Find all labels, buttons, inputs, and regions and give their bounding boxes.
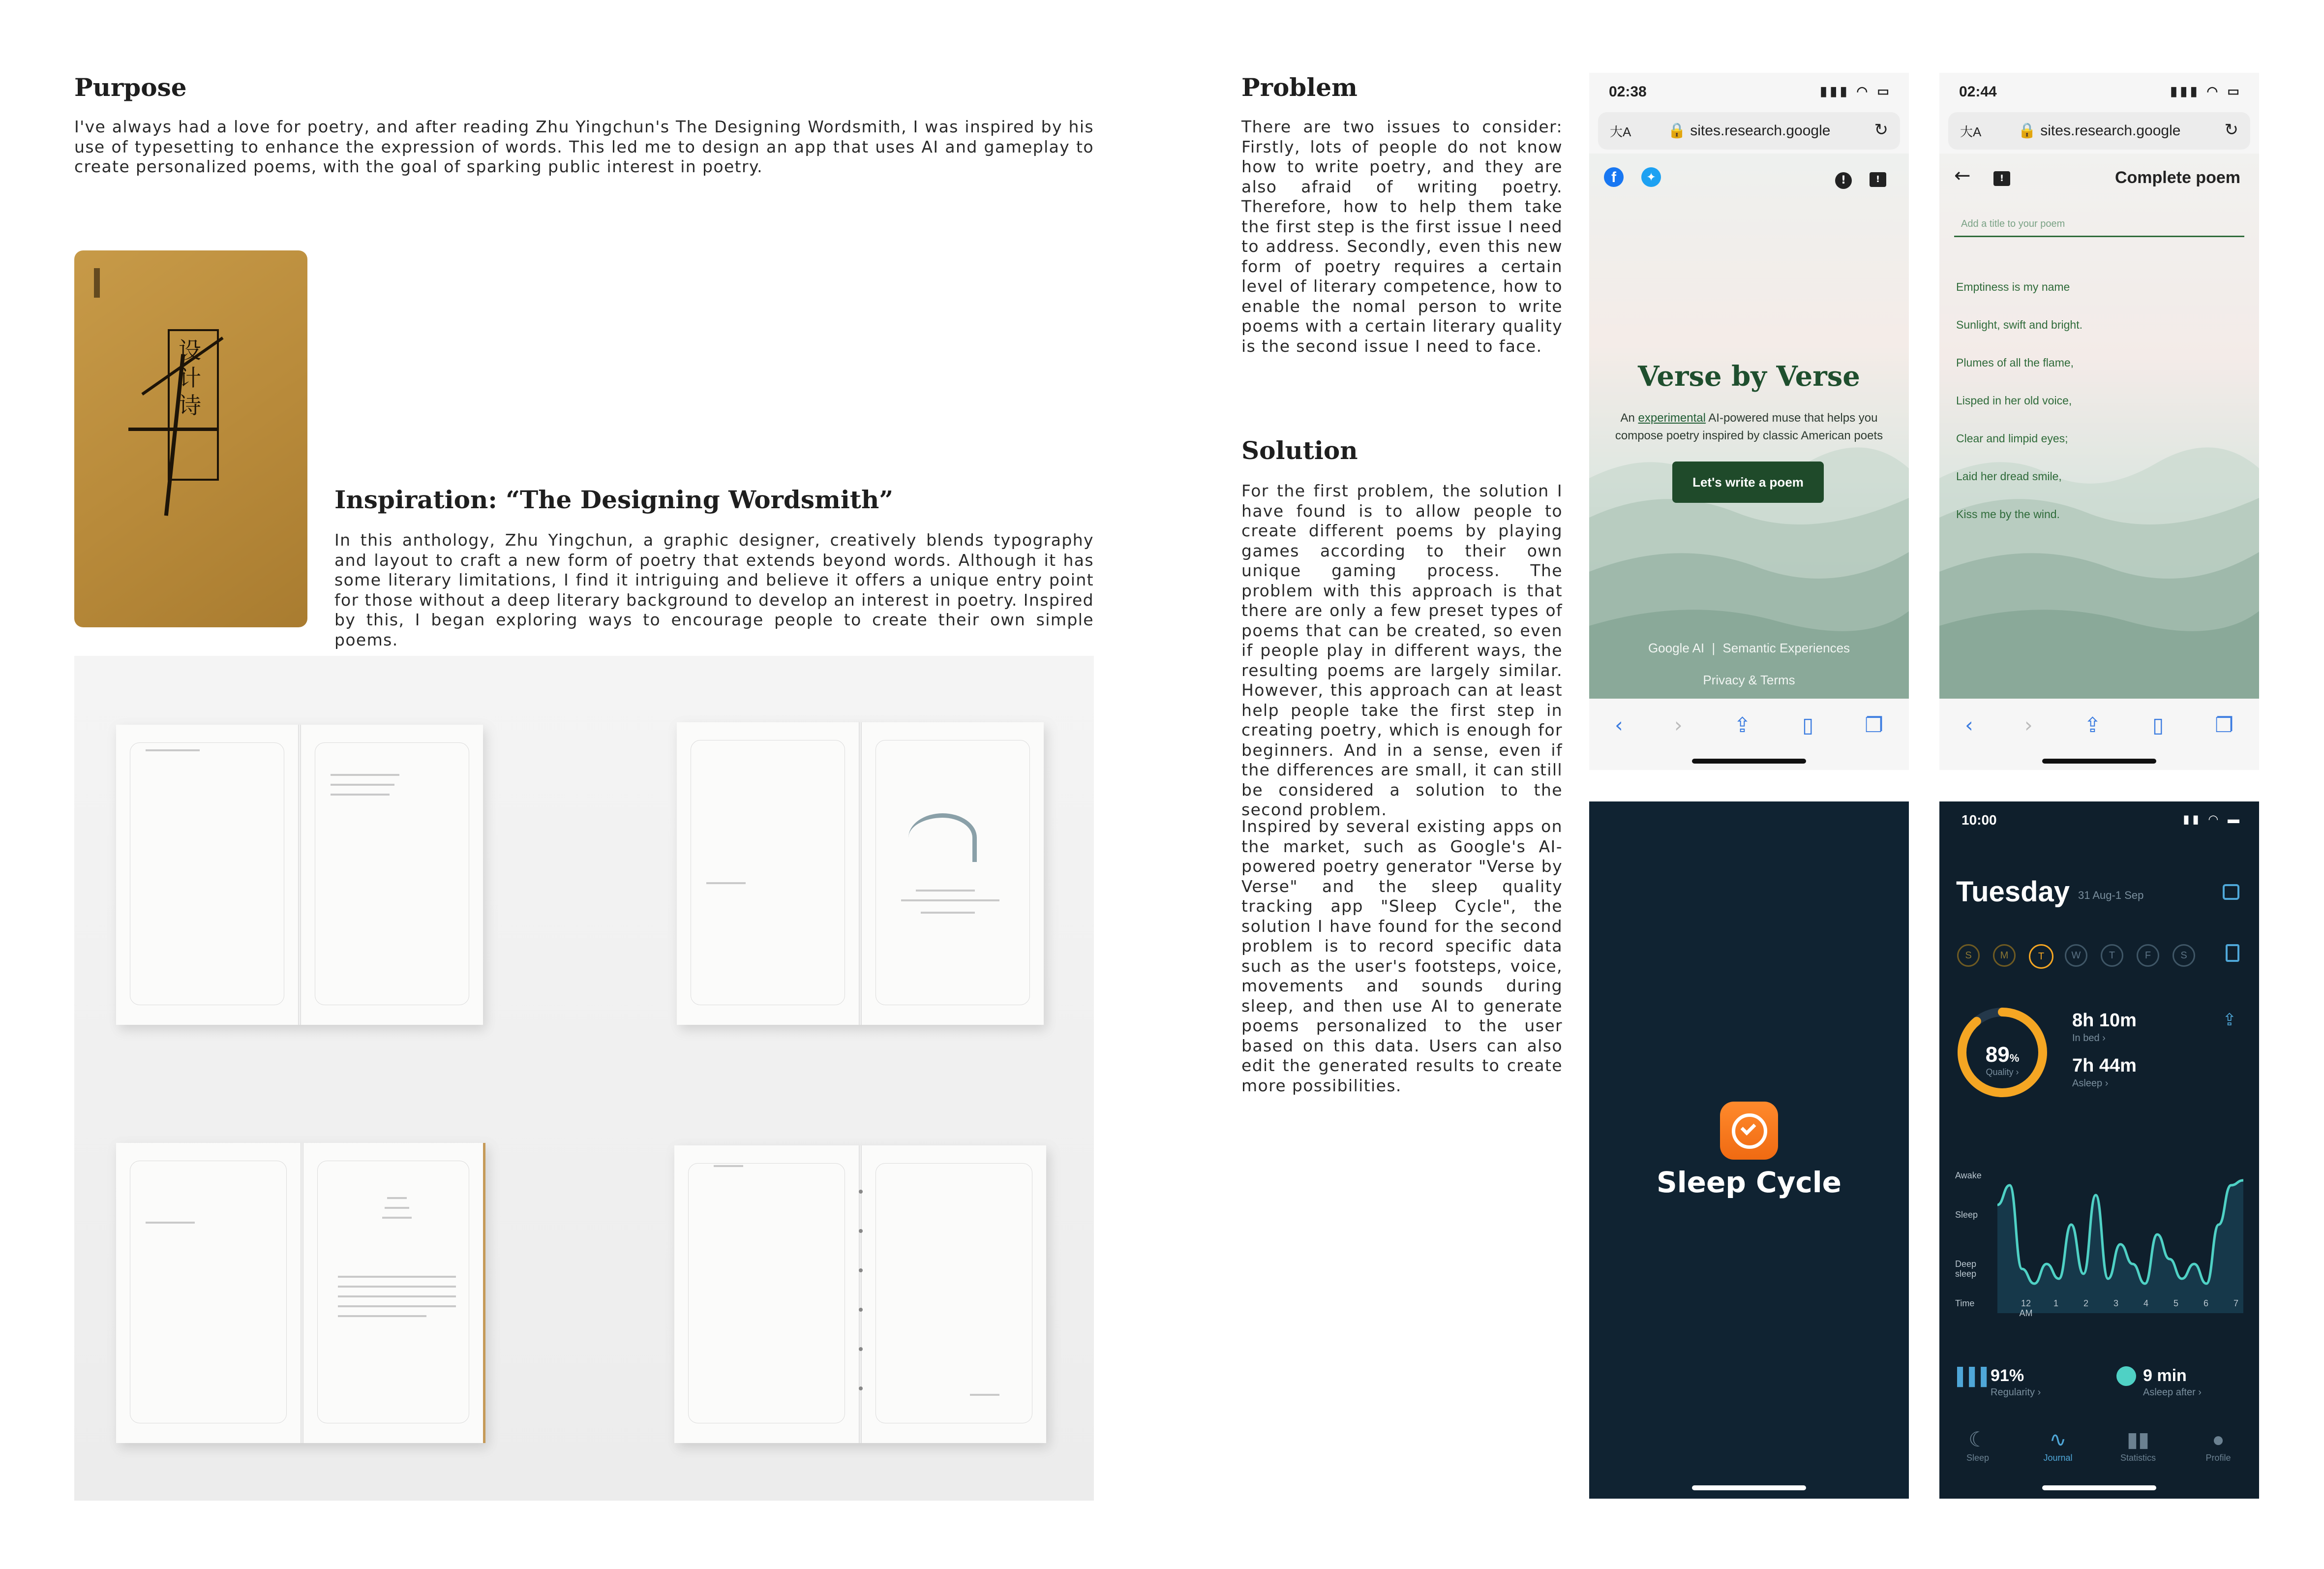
asleep-after-icon — [2116, 1366, 2136, 1386]
inspiration-paragraph: In this anthology, Zhu Yingchun, a graphic designer, creatively blends typography and layout to craft a new form of poetry that extends beyond words. Although it has some literary limitations, I find it intriguing and believe it offers a unique entry point for those without a deep literary background to develop an interest in poetry. Inspired by this, I began exploring ways to encourage people to create their own simple poems. — [334, 530, 1094, 649]
semantic-experiences-label: Semantic Experiences — [1722, 641, 1850, 655]
nav-journal[interactable] — [2028, 1426, 2087, 1463]
day-selector-6[interactable]: S — [2173, 944, 2195, 967]
purpose-paragraph: I've always had a love for poetry, and after reading Zhu Yingchun's The Designing Wordsmith, I was inspired by his use of typesetting to enhance the expression of words. This led me to design an app that uses AI and gameplay to create personalized poems, with the goal of sparking public interest in poetry. — [74, 117, 1094, 176]
sleep-cycle-logo-icon — [1720, 1102, 1778, 1160]
bookmarks-icon[interactable]: ▯ — [1802, 712, 1814, 737]
app-subtitle: An experimental AI-powered muse that helps you compose poetry inspired by classic American poets — [1615, 411, 1883, 442]
twitter-icon[interactable]: ✦ — [1641, 167, 1661, 187]
day-selector-2[interactable]: T — [2029, 944, 2053, 969]
solution-paragraph-2: Inspired by several existing apps on the market, such as Google's AI-powered poetry generator "Verse by Verse" and the sleep quality tracking app "Sleep Cycle", the solution I have found for the second problem is to record specific data such as the user's footsteps, voice, movements and sounds during sleep, and then use AI to generate poems personalized to the user based on this data. Users can also edit the generated results to create more possibilities. — [1241, 817, 1563, 1095]
notes-icon[interactable] — [2226, 944, 2239, 962]
illustration-snake — [908, 813, 977, 862]
day-selector-5[interactable]: F — [2137, 944, 2159, 967]
address-bar[interactable] — [1598, 112, 1900, 150]
home-indicator — [1692, 1485, 1806, 1490]
page-title: Complete poem — [2114, 168, 2240, 187]
browser-toolbar — [1939, 703, 2259, 747]
cover-tag — [94, 268, 100, 298]
asleep-value: 7h 44m — [2072, 1055, 2137, 1076]
back-icon[interactable]: ‹ — [1965, 712, 1973, 737]
sleep-graph-area — [1997, 1180, 2243, 1313]
graph-x-label: 4 — [2143, 1298, 2148, 1308]
nav-label: Statistics — [2120, 1453, 2156, 1463]
book-page — [674, 1145, 859, 1443]
graph-x-label: 3 — [2113, 1298, 2118, 1308]
nav-journal-icon: ∿ — [2049, 1428, 2067, 1451]
book-page — [862, 1145, 1046, 1443]
in-bed-label[interactable]: In bed › — [2072, 1033, 2106, 1044]
sleep-graph[interactable] — [1997, 1166, 2243, 1313]
solution-paragraph-1: For the first problem, the solution I have found is to allow people to create different poems by playing games according to their own unique gaming process. The problem with this approach is that there are only a few preset types of poems that can be created, so even if people play in different ways, the resulting poems are largely similar. However, this approach can at least help people take the first step in creating poetry, which is enough for beginners. And in a sense, even if the differences are small, it can still be considered a solution to the second problem. — [1241, 481, 1563, 819]
bookmarks-icon[interactable]: ▯ — [2152, 712, 2164, 737]
nav-profile[interactable] — [2189, 1426, 2248, 1463]
back-arrow-icon[interactable]: ← — [1954, 164, 1971, 187]
phone-sleep-cycle-journal — [1939, 801, 2259, 1499]
share-icon[interactable]: ⇪ — [2222, 1011, 2236, 1029]
day-selector-4[interactable]: T — [2101, 944, 2123, 967]
book-spreads-photo — [74, 656, 1094, 1501]
url-value: sites.research.google — [1690, 123, 1831, 139]
poem-line[interactable]: Emptiness is my name — [1956, 280, 2070, 293]
poem-line[interactable]: Clear and limpid eyes; — [1956, 432, 2068, 445]
nav-label: Profile — [2205, 1453, 2231, 1463]
nav-label: Journal — [2043, 1453, 2073, 1463]
tabs-icon[interactable]: ❐ — [2215, 712, 2233, 737]
url-text: 🔒 sites.research.google — [2018, 123, 2181, 139]
purpose-heading: Purpose — [74, 73, 187, 102]
home-indicator — [1692, 759, 1806, 764]
nav-sleep[interactable] — [1948, 1426, 2007, 1463]
asleep-label[interactable]: Asleep › — [2072, 1078, 2109, 1089]
regularity-icon: ▌▌▌ — [1957, 1367, 1993, 1386]
date-range: 31 Aug-1 Sep — [2078, 889, 2144, 901]
share-icon[interactable]: ⇪ — [1733, 712, 1751, 737]
phone-sleep-cycle-splash — [1589, 801, 1909, 1499]
solution-heading: Solution — [1241, 436, 1358, 465]
graph-y-label: Deep sleep — [1955, 1259, 1977, 1279]
tabs-icon[interactable]: ❐ — [1865, 712, 1883, 737]
forward-icon[interactable]: › — [1674, 712, 1683, 737]
calendar-icon[interactable] — [2223, 884, 2239, 900]
quality-value: 89% — [1985, 1043, 2020, 1067]
url-text: 🔒 sites.research.google — [1667, 123, 1831, 139]
book-spread — [116, 1143, 485, 1443]
book-page — [116, 725, 298, 1025]
regularity-value: 91% — [1991, 1366, 2024, 1385]
regularity-label[interactable]: Regularity › — [1991, 1387, 2041, 1398]
nav-label: Sleep — [1966, 1453, 1990, 1463]
graph-x-label: 6 — [2203, 1298, 2208, 1308]
signal-wifi-battery-icon: ▮▮▮ ◠ ▭ — [1820, 84, 1892, 98]
quality-label[interactable]: Quality › — [1986, 1067, 2019, 1077]
google-ai-logo: Google AI — [1648, 641, 1705, 655]
graph-x-label: 7 — [2233, 1298, 2238, 1308]
graph-y-label: Awake — [1955, 1170, 1982, 1180]
book-page — [301, 725, 483, 1025]
asleep-after-label[interactable]: Asleep after › — [2143, 1387, 2202, 1398]
brand-footer: Google AI | Semantic Experiences — [1648, 641, 1850, 655]
day-selector-1[interactable]: M — [1993, 944, 2016, 967]
home-indicator — [2042, 759, 2156, 764]
poem-line[interactable]: Lisped in her old voice, — [1956, 394, 2072, 407]
address-bar[interactable] — [1948, 112, 2250, 150]
status-time: 02:38 — [1609, 84, 1647, 100]
book-page — [862, 722, 1044, 1025]
reload-icon[interactable]: ↻ — [2224, 121, 2238, 139]
forward-icon[interactable]: › — [2024, 712, 2033, 737]
book-page — [303, 1143, 485, 1443]
day-selector-0[interactable]: S — [1957, 944, 1980, 967]
feedback-icon[interactable]: ! — [1870, 172, 1886, 187]
graph-x-label: 2 — [2083, 1298, 2088, 1308]
nav-statistics[interactable] — [2109, 1426, 2168, 1463]
browser-toolbar — [1589, 703, 1909, 747]
graph-x-label: 1 — [2053, 1298, 2058, 1308]
problem-paragraph: There are two issues to consider: Firstly, lots of people do not know how to write poetry, and they are also afraid of writing poetry. Therefore, how to help them take the first step is the first issue I need to address. Secondly, even this new form of poetry requires a certain level of literary competence, how to enable the nomal person to write poems with a certain literary quality is the second issue I need to face. — [1241, 117, 1563, 356]
signal-wifi-battery-icon: ▮▮▮ ◠ ▭ — [2170, 84, 2242, 98]
poem-line[interactable]: Kiss me by the wind. — [1956, 508, 2060, 521]
inspiration-heading: Inspiration: “The Designing Wordsmith” — [334, 485, 894, 514]
mountain-illustration — [1939, 409, 2259, 699]
day-title: Tuesday — [1956, 876, 2070, 908]
web-content — [1939, 154, 2259, 699]
url-value: sites.research.google — [2040, 123, 2181, 139]
web-content — [1589, 154, 1909, 699]
cover-title: 设计诗 — [179, 337, 201, 419]
graph-y-label: Time — [1955, 1298, 1975, 1308]
poem-title-input[interactable]: Add a title to your poem — [1954, 213, 2244, 237]
status-bar — [1589, 73, 1909, 112]
book-spread — [116, 725, 483, 1025]
feedback-icon[interactable]: ! — [1993, 171, 2010, 186]
signal-wifi-battery-icon: ▮▮ ◠ ▬ — [2183, 813, 2242, 826]
day-selector-3[interactable]: W — [2065, 944, 2087, 967]
nav-sleep-icon: ☾ — [1968, 1428, 1987, 1451]
asleep-after-value: 9 min — [2143, 1366, 2187, 1385]
status-bar — [1939, 73, 2259, 112]
back-icon[interactable]: ‹ — [1615, 712, 1623, 737]
book-page — [116, 1143, 301, 1443]
nav-statistics-icon: ▮▮ — [2126, 1428, 2150, 1451]
home-indicator — [2042, 1485, 2156, 1490]
poem-line[interactable]: Sunlight, swift and bright. — [1956, 318, 2083, 331]
status-time: 10:00 — [1962, 812, 1997, 828]
app-title: Verse by Verse — [1638, 360, 1860, 393]
phone-verse-by-verse — [1589, 73, 1909, 770]
book-spread — [677, 722, 1044, 1025]
poem-line[interactable]: Plumes of all the flame, — [1956, 356, 2074, 369]
reload-icon[interactable]: ↻ — [1874, 121, 1888, 139]
privacy-terms-link[interactable]: Privacy & Terms — [1703, 673, 1795, 687]
book-spread — [674, 1145, 1046, 1443]
app-name: Sleep Cycle — [1656, 1166, 1841, 1199]
text-size-button[interactable]: 大A — [1610, 124, 1631, 139]
facebook-icon[interactable]: f — [1604, 167, 1624, 187]
book-page — [677, 722, 859, 1025]
graph-y-label: Sleep — [1955, 1210, 1978, 1220]
in-bed-value: 8h 10m — [2072, 1010, 2137, 1031]
write-poem-button[interactable]: Let's write a poem — [1672, 461, 1824, 503]
info-icon[interactable]: ! — [1835, 172, 1852, 189]
text-size-button[interactable]: 大A — [1960, 124, 1982, 139]
phone-complete-poem — [1939, 73, 2259, 770]
experimental-link[interactable]: experimental — [1638, 411, 1706, 425]
problem-heading: Problem — [1241, 73, 1358, 102]
graph-x-label: 5 — [2173, 1298, 2178, 1308]
share-icon[interactable]: ⇪ — [2083, 712, 2101, 737]
graph-x-label: 12 AM — [2019, 1298, 2033, 1318]
book-cover-image — [74, 250, 307, 627]
status-time: 02:44 — [1959, 84, 1997, 100]
nav-profile-icon: ● — [2212, 1428, 2225, 1451]
poem-line[interactable]: Laid her dread smile, — [1956, 470, 2062, 483]
